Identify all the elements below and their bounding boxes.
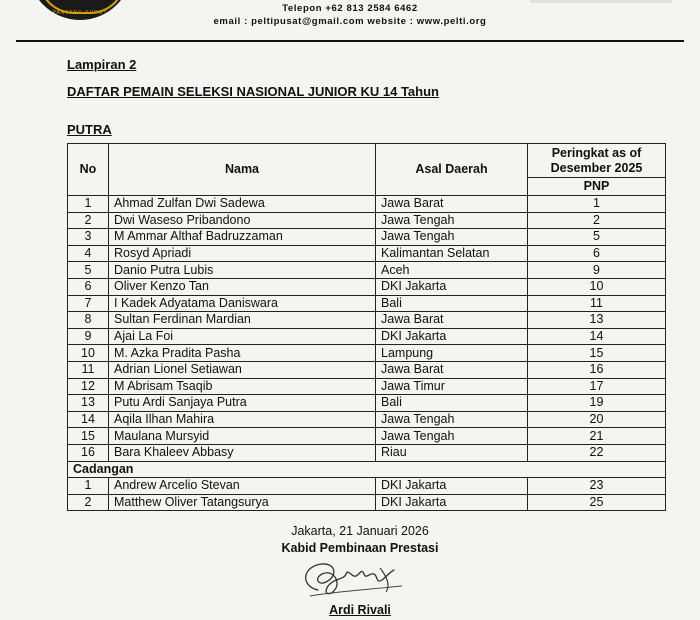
player-region: Jawa Tengah — [376, 212, 528, 229]
row-number: 16 — [68, 444, 109, 461]
player-name: Oliver Kenzo Tan — [109, 278, 376, 295]
player-region: Jawa Tengah — [376, 229, 528, 246]
player-region: Jawa Tengah — [376, 411, 528, 428]
player-rank: 1 — [528, 196, 666, 213]
row-number: 3 — [68, 229, 109, 246]
player-rank: 9 — [528, 262, 666, 279]
player-rank: 10 — [528, 278, 666, 295]
player-row — [68, 229, 666, 246]
player-region: Jawa Tengah — [376, 428, 528, 445]
signature-place-date: Jakarta, 21 Januari 2026 — [291, 524, 429, 538]
player-region: Jawa Barat — [376, 312, 528, 329]
player-region: Bali — [376, 295, 528, 312]
reserve-heading-row — [68, 461, 666, 478]
player-row — [68, 328, 666, 345]
signature-role: Kabid Pembinaan Prestasi — [281, 541, 439, 555]
reserve-row — [68, 478, 666, 495]
reserve-label: Cadangan — [68, 461, 666, 478]
row-number: 1 — [68, 478, 109, 495]
player-rank: 16 — [528, 361, 666, 378]
header-ranking: Peringkat as of Desember 2025 — [528, 144, 666, 178]
player-name: Ajai La Foi — [109, 328, 376, 345]
player-name: Bara Khaleev Abbasy — [109, 444, 376, 461]
player-name: M Abrisam Tsaqib — [109, 378, 376, 395]
player-name: Adrian Lionel Setiawan — [109, 361, 376, 378]
players-body — [68, 196, 666, 462]
player-region: DKI Jakarta — [376, 278, 528, 295]
player-name: Aqila Ilhan Mahira — [109, 411, 376, 428]
player-row — [68, 212, 666, 229]
player-name: Ahmad Zulfan Dwi Sadewa — [109, 196, 376, 213]
player-region: Lampung — [376, 345, 528, 362]
row-number: 5 — [68, 262, 109, 279]
player-row — [68, 262, 666, 279]
row-number: 7 — [68, 295, 109, 312]
player-row — [68, 312, 666, 329]
player-table — [67, 143, 666, 511]
player-row — [68, 395, 666, 412]
row-number: 11 — [68, 361, 109, 378]
player-row — [68, 361, 666, 378]
document-title: DAFTAR PEMAIN SELEKSI NASIONAL JUNIOR KU 14 Tahun — [67, 84, 439, 99]
player-row — [68, 444, 666, 461]
handwritten-signature — [292, 556, 422, 602]
player-rank: 17 — [528, 378, 666, 395]
letterhead-phone: Telepon +62 813 2584 6462 — [282, 3, 418, 14]
section-label: PUTRA — [67, 122, 112, 137]
reserve-row — [68, 494, 666, 511]
header-ranking-pnp: PNP — [528, 178, 666, 196]
row-number: 13 — [68, 395, 109, 412]
player-region: Bali — [376, 395, 528, 412]
row-number: 2 — [68, 494, 109, 511]
player-row — [68, 411, 666, 428]
row-number: 1 — [68, 196, 109, 213]
player-rank: 13 — [528, 312, 666, 329]
row-number: 15 — [68, 428, 109, 445]
header-no: No — [68, 144, 109, 196]
header-name: Nama — [109, 144, 376, 196]
player-region: Jawa Timur — [376, 378, 528, 395]
player-name: M Ammar Althaf Badruzzaman — [109, 229, 376, 246]
player-row — [68, 245, 666, 262]
player-rank: 20 — [528, 411, 666, 428]
player-rank: 21 — [528, 428, 666, 445]
player-row — [68, 428, 666, 445]
letterhead-email: email : peltipusat@gmail.com website : www.pelti.org — [213, 16, 487, 27]
player-name: Dwi Waseso Pribandono — [109, 212, 376, 229]
player-region: Aceh — [376, 262, 528, 279]
player-row — [68, 196, 666, 213]
player-region: Jawa Barat — [376, 361, 528, 378]
player-region: Kalimantan Selatan — [376, 245, 528, 262]
player-region: DKI Jakarta — [376, 494, 528, 511]
player-name: Maulana Mursyid — [109, 428, 376, 445]
player-rank: 25 — [528, 494, 666, 511]
player-rank: 5 — [528, 229, 666, 246]
player-row — [68, 345, 666, 362]
row-number: 4 — [68, 245, 109, 262]
reserves-body — [68, 478, 666, 511]
player-rank: 11 — [528, 295, 666, 312]
player-row — [68, 278, 666, 295]
player-rank: 6 — [528, 245, 666, 262]
player-region: DKI Jakarta — [376, 478, 528, 495]
player-name: M. Azka Pradita Pasha — [109, 345, 376, 362]
player-rank: 22 — [528, 444, 666, 461]
player-rank: 14 — [528, 328, 666, 345]
signatory-name: Ardi Rivali — [329, 603, 391, 617]
logo-motto: PANTANG SURUT — [52, 10, 108, 16]
player-row — [68, 295, 666, 312]
player-name: I Kadek Adyatama Daniswara — [109, 295, 376, 312]
row-number: 12 — [68, 378, 109, 395]
player-name: Andrew Arcelio Stevan — [109, 478, 376, 495]
row-number: 9 — [68, 328, 109, 345]
player-name: Putu Ardi Sanjaya Putra — [109, 395, 376, 412]
attachment-label: Lampiran 2 — [67, 57, 137, 72]
player-region: Jawa Barat — [376, 196, 528, 213]
header-region: Asal Daerah — [376, 144, 528, 196]
player-name: Rosyd Apriadi — [109, 245, 376, 262]
letterhead-divider — [16, 40, 684, 42]
player-rank: 19 — [528, 395, 666, 412]
player-rank: 2 — [528, 212, 666, 229]
row-number: 10 — [68, 345, 109, 362]
player-name: Danio Putra Lubis — [109, 262, 376, 279]
row-number: 6 — [68, 278, 109, 295]
player-rank: 23 — [528, 478, 666, 495]
player-rank: 15 — [528, 345, 666, 362]
player-region: Riau — [376, 444, 528, 461]
player-row — [68, 378, 666, 395]
player-region: DKI Jakarta — [376, 328, 528, 345]
row-number: 2 — [68, 212, 109, 229]
player-name: Sultan Ferdinan Mardian — [109, 312, 376, 329]
player-name: Matthew Oliver Tatangsurya — [109, 494, 376, 511]
row-number: 14 — [68, 411, 109, 428]
row-number: 8 — [68, 312, 109, 329]
